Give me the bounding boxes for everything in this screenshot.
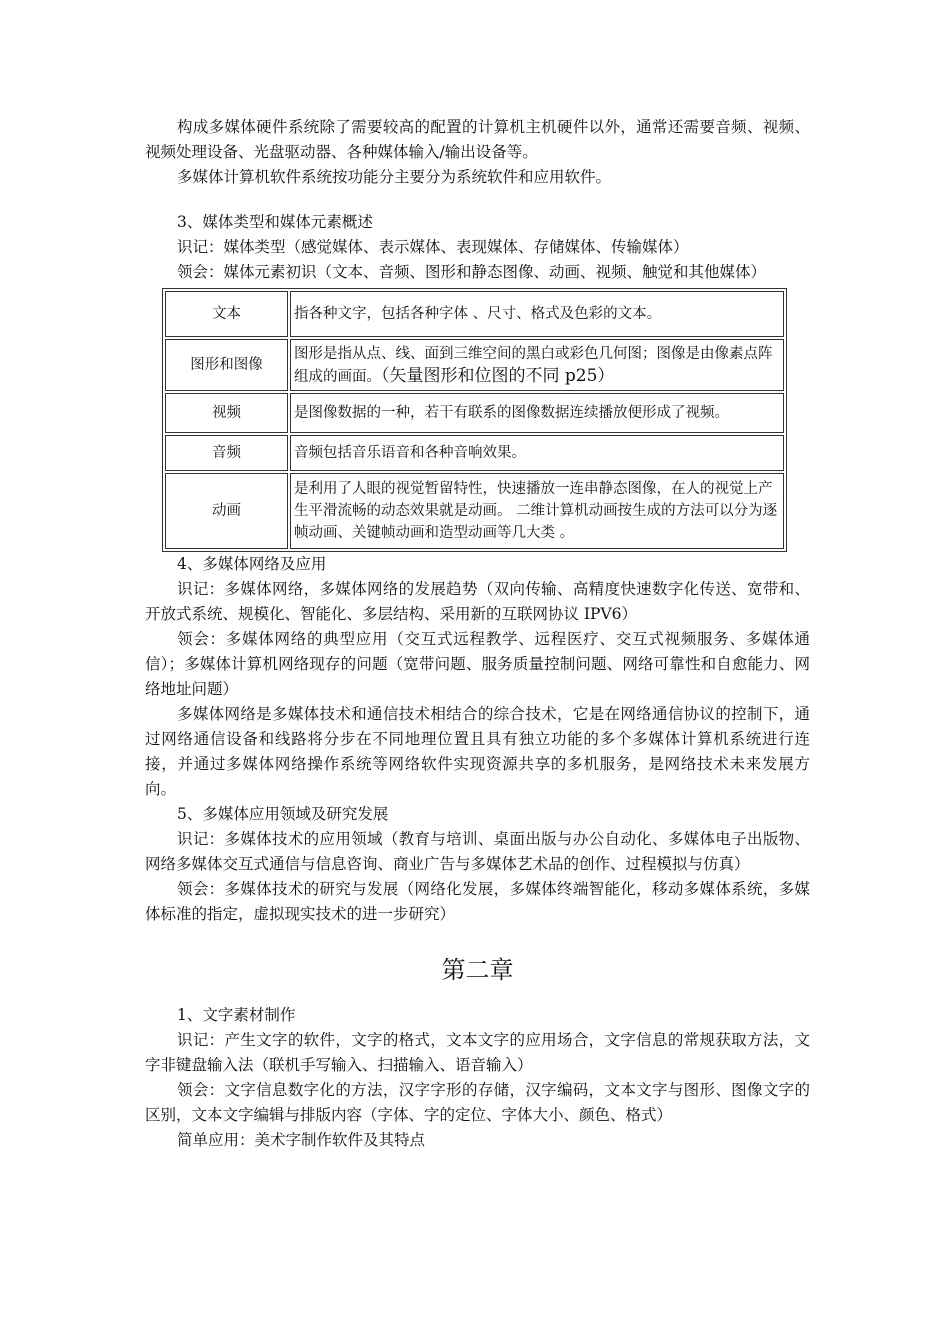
understand-line: 领会：媒体元素初识（文本、音频、图形和静态图像、动画、视频、触觉和其他媒体）: [177, 263, 767, 281]
table-key-cell: 视频: [165, 393, 288, 433]
paragraph: 构成多媒体硬件系统除了需要较高的配置的计算机主机硬件以外，通常还需要音频、视频、视频处理设备、光盘驱动器、各种媒体输入/输出设备等。: [145, 118, 810, 161]
recall-line: 识记：多媒体网络，多媒体网络的发展趋势（双向传输、高精度快速数字化传送、宽带和、开放式系统、规模化、智能化、多层结构、采用新的互联网协议 IPV6）: [145, 580, 810, 623]
table-row: [165, 435, 784, 471]
table-value-cell: 音频包括音乐语音和各种音响效果。: [290, 435, 784, 471]
cell-note: （矢量图形和位图的不同 p25）: [381, 365, 615, 386]
recall-line: 识记：媒体类型（感觉媒体、表示媒体、表现媒体、存储媒体、传输媒体）: [177, 238, 689, 256]
recall-line: 识记：产生文字的软件，文字的格式，文本文字的应用场合，文字信息的常规获取方法，文字非键盘输入法（联机手写输入、扫描输入、语音输入）: [145, 1031, 810, 1074]
table-row: [165, 291, 784, 337]
section-heading: 1、文字素材制作: [177, 1006, 296, 1024]
section-heading: 3、媒体类型和媒体元素概述: [177, 213, 373, 231]
chapter-title: 第二章: [441, 956, 514, 984]
paragraph: 多媒体网络是多媒体技术和通信技术相结合的综合技术，它是在网络通信协议的控制下，通过网络通信设备和线路将分步在不同地理位置且具有独立功能的多个多媒体计算机系统进行连接，并通过多媒体网络操作系统等网络软件实现资源共享的多机服务，是网络技术未来发展方向。: [145, 705, 810, 798]
section-heading: 5、多媒体应用领域及研究发展: [177, 805, 389, 823]
spacer: [145, 190, 810, 210]
media-elements-table: [162, 288, 787, 552]
table-row: [165, 339, 784, 391]
recall-line: 识记：多媒体技术的应用领域（教育与培训、桌面出版与办公自动化、多媒体电子出版物、网络多媒体交互式通信与信息咨询、商业广告与多媒体艺术品的创作、过程模拟与仿真）: [145, 830, 810, 873]
table-key-cell: 动画: [165, 473, 288, 549]
table-value-cell: 指各种文字，包括各种字体 、尺寸、格式及色彩的文本。: [290, 291, 784, 337]
table-value-cell: [290, 339, 784, 391]
section-heading: 4、多媒体网络及应用: [177, 555, 327, 573]
cell-text: 图形是指从点、线、面到三维空间的黑白或彩色几何图；图像是由像素点阵组成的画面。: [294, 345, 773, 385]
understand-line: 领会：多媒体技术的研究与发展（网络化发展，多媒体终端智能化，移动多媒体系统，多媒体标准的指定，虚拟现实技术的进一步研究）: [145, 880, 810, 923]
apply-line: 简单应用：美术字制作软件及其特点: [177, 1131, 426, 1149]
table-value-cell: 是利用了人眼的视觉暂留特性，快速播放一连串静态图像，在人的视觉上产生平滑流畅的动态效果就是动画。 二维计算机动画按生成的方法可以分为逐帧动画、关键帧动画和造型动画等几大类 。: [290, 473, 784, 549]
document-page: [145, 115, 810, 1153]
understand-line: 领会：文字信息数字化的方法，汉字字形的存储，汉字编码，文本文字与图形、图像文字的区别，文本文字编辑与排版内容（字体、字的定位、字体大小、颜色、格式）: [145, 1081, 810, 1124]
table-row: [165, 473, 784, 549]
table-value-cell: 是图像数据的一种，若干有联系的图像数据连续播放便形成了视频。: [290, 393, 784, 433]
paragraph: 多媒体计算机软件系统按功能分主要分为系统软件和应用软件。: [177, 168, 612, 186]
table-key-cell: 文本: [165, 291, 288, 337]
understand-line: 领会：多媒体网络的典型应用（交互式远程教学、远程医疗、交互式视频服务、多媒体通信）；多媒体计算机网络现存的问题（宽带问题、服务质量控制问题、网络可靠性和自愈能力、网络地址问题）: [145, 630, 810, 698]
table-key-cell: 音频: [165, 435, 288, 471]
table-key-cell: 图形和图像: [165, 339, 288, 391]
table-row: [165, 393, 784, 433]
